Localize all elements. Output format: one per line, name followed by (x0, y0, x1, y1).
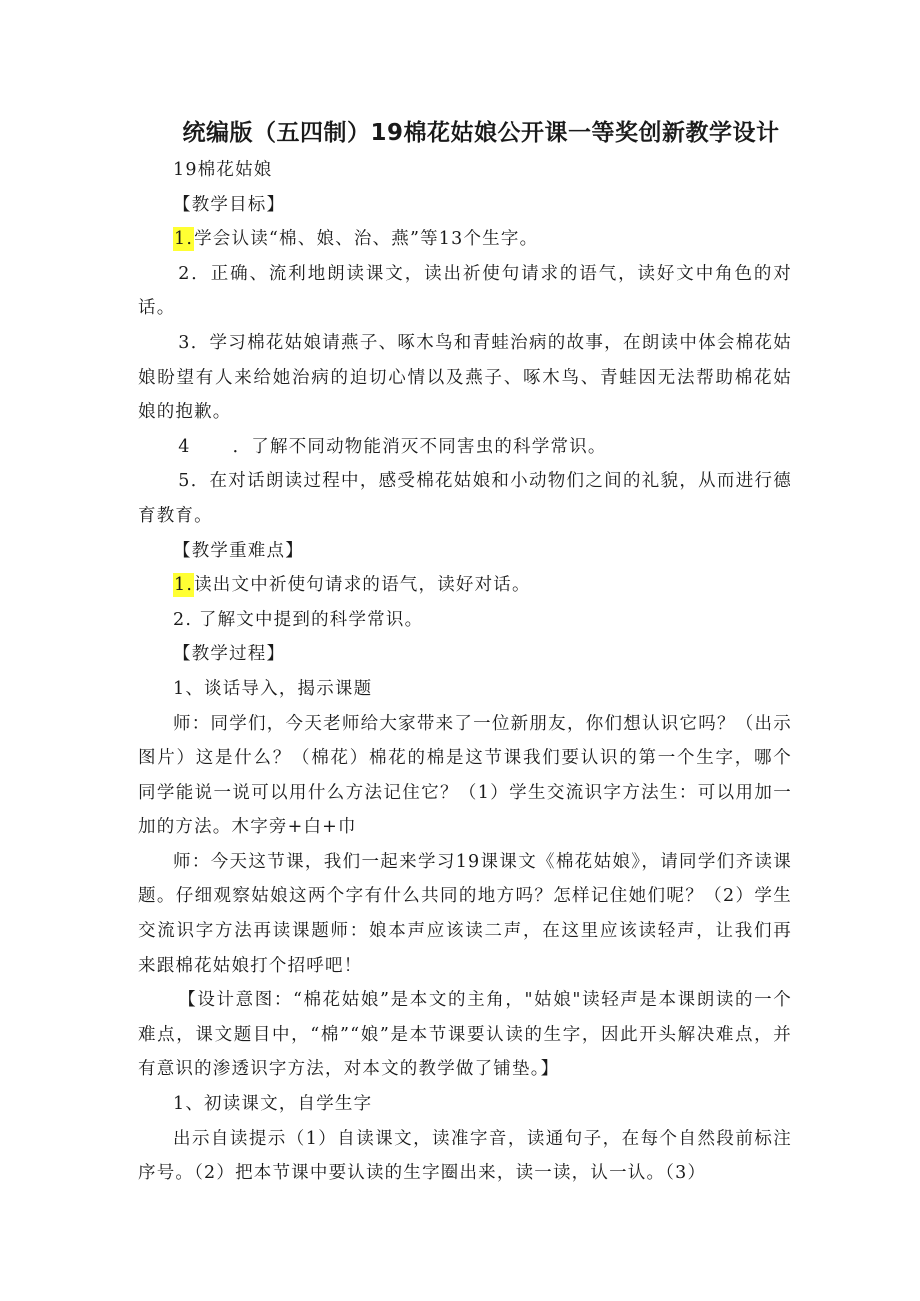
goal-number: 5 (178, 471, 191, 492)
goal-text: 学会认读“棉、娘、治、燕”等13个生字。 (194, 229, 539, 250)
paragraph-2: 师：今天这节课，我们一起来学习19课课文《棉花姑娘》，请同学们齐读课题。仔细观察姑娘这两个字有什么共同的地方吗？怎样记住她们呢？（2）学生交流识字方法再读课题师：娘本声应该读二声，在这里应该读轻声，让我们再来跟棉花姑娘打个招呼吧！ (138, 851, 792, 976)
goal-item-3 (138, 326, 792, 430)
key-point-item-1 (138, 568, 792, 603)
key-point-item-2 (138, 603, 792, 638)
document-title: 统编版（五四制）19棉花姑娘公开课一等奖创新教学设计 (182, 120, 780, 146)
goal-text: ．正确、流利地朗读课文，读出祈使句请求的语气，读好文中角色的对话。 (138, 263, 792, 319)
step-heading-2: 1、初读课文，自学生字 (173, 1094, 373, 1115)
paragraph-3: 出示自读提示（1）自读课文，读准字音，读通句子，在每个自然段前标注序号。（2）把本节课中要认读的生字圈出来，读一读，认一认。（3） (138, 1128, 792, 1184)
key-point-text: 读出文中祈使句请求的语气，读好对话。 (194, 575, 531, 596)
goal-text: ．学习棉花姑娘请燕子、啄木鸟和青蛙治病的故事，在朗读中体会棉花姑娘盼望有人来给她治病的迫切心情以及燕子、啄木鸟、青蛙因无法帮助棉花姑娘的抱歉。 (138, 332, 792, 423)
goal-number: 2 (178, 263, 191, 284)
highlighted-number: 1. (174, 229, 194, 250)
key-point-number: 2. (173, 609, 193, 630)
document-body (138, 153, 792, 1191)
step-heading-1: 1、谈话导入，揭示课题 (173, 678, 373, 699)
design-note: 【设计意图：“棉花姑娘”是本文的主角，"姑娘"读轻声是本课朗读的一个难点，课文题目中，“棉”“娘”是本节课要认读的生字，因此开头解决难点，并有意识的渗透识字方法，对本文的教学做了铺垫。】 (138, 990, 792, 1080)
goal-number: 4 (178, 436, 191, 457)
goal-item-1 (138, 222, 792, 257)
section-heading-process: 【教学过程】 (173, 644, 286, 665)
lesson-title: 19棉花姑娘 (173, 160, 273, 180)
goal-number: 3 (178, 332, 191, 353)
key-point-text: 了解文中提到的科学常识。 (192, 609, 424, 630)
goal-item-4 (138, 430, 792, 465)
paragraph-1: 师：同学们，今天老师给大家带来了一位新朋友，你们想认识它吗？（出示图片）这是什么？（棉花）棉花的棉是这节课我们要认识的第一个生字，哪个同学能说一说可以用什么方法记住它？（1）学生交流识字方法生：可以用加一加的方法。木字旁+白+巾 (138, 713, 792, 838)
section-heading-key-points: 【教学重难点】 (173, 540, 304, 561)
goal-text: ．了解不同动物能消灭不同害虫的科学常识。 (232, 436, 607, 457)
section-heading-goals: 【教学目标】 (173, 194, 286, 215)
goal-item-2 (138, 257, 792, 326)
goal-text: ．在对话朗读过程中，感受棉花姑娘和小动物们之间的礼貌，从而进行德育教育。 (138, 471, 792, 526)
goal-item-5 (138, 464, 792, 533)
highlighted-number: 1. (174, 575, 194, 596)
